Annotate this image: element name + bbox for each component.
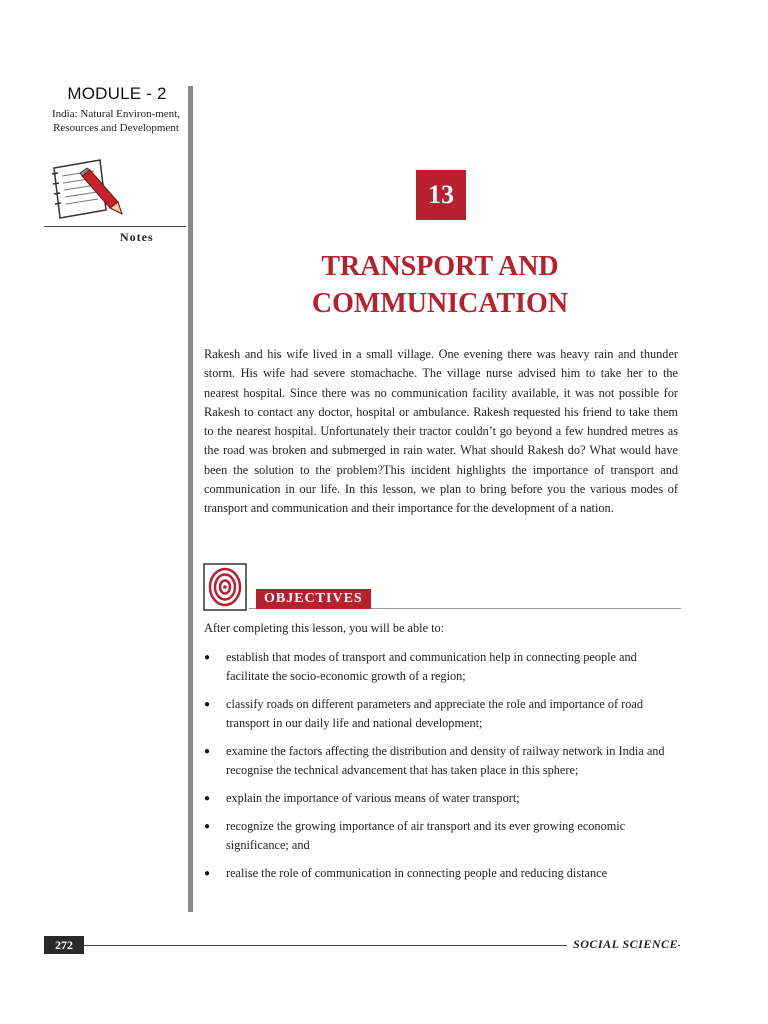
page-number: 272 <box>44 936 84 954</box>
bullet-icon: ● <box>204 868 211 879</box>
objective-text: classify roads on different parameters and appreciate the role and importance of road transport in our daily life and national development; <box>226 697 644 730</box>
objective-text: realise the role of communication in connecting people and reducing distance <box>226 866 608 880</box>
chapter-number: 13 <box>416 170 466 220</box>
bullet-icon: ● <box>204 821 211 832</box>
notes-divider <box>44 226 186 227</box>
list-item <box>204 789 680 808</box>
intro-paragraph: Rakesh and his wife lived in a small village. One evening there was heavy rain and thunder storm. His wife had severe stomachache. The village nurse advised him to take her to the nearest hospital. Since there was no communication facility available, it was not possible for Rakesh to contact any doctor, hospital or ambulance. Rakesh requested his friend to take them to the nearest hospital. Unfortunately their tractor couldn’t go beyond a few hundred metres as the road was broken and submerged in rain water. What should Rakesh do? What would have been the solution to the problem?This incident highlights the importance of transport and communication in our life. In this lesson, we plan to bring before you the various modes of transport and communication and their importance for the development of a nation. <box>204 347 678 516</box>
module-subtitle: India: Natural Environ-ment, Resources and Development <box>52 108 180 134</box>
list-item <box>204 695 680 733</box>
chapter-title-line-2: COMMUNICATION <box>311 288 569 319</box>
notepad-pencil-icon <box>46 158 126 226</box>
list-item <box>204 864 680 883</box>
objective-text: examine the factors affecting the distribution and density of railway network in India and recognise the technical advancement that has taken place in this sphere; <box>226 744 665 777</box>
objectives-list <box>204 648 680 892</box>
bullet-icon: ● <box>204 699 211 710</box>
chapter-title <box>240 248 640 322</box>
sidebar-divider-bar <box>188 86 193 912</box>
bullet-icon: ● <box>204 793 211 804</box>
notes-label: Notes <box>120 230 154 244</box>
objectives-intro: After completing this lesson, you will be able to: <box>204 621 445 635</box>
objective-text: explain the importance of various means of water transport; <box>226 791 520 805</box>
module-title: MODULE - 2 <box>67 84 167 103</box>
list-item <box>204 817 680 855</box>
footer-subject: SOCIAL SCIENCE <box>567 937 678 952</box>
objectives-heading: OBJECTIVES <box>256 589 371 609</box>
chapter-title-line-1: TRANSPORT AND <box>321 251 559 282</box>
target-icon <box>203 563 247 611</box>
bullet-icon: ● <box>204 652 211 663</box>
list-item <box>204 742 680 780</box>
bullet-icon: ● <box>204 746 211 757</box>
objective-text: establish that modes of transport and communication help in connecting people and facilitate the socio-economic growth of a region; <box>226 650 637 683</box>
objective-text: recognize the growing importance of air transport and its ever growing economic significance; and <box>226 819 626 852</box>
list-item <box>204 648 680 686</box>
